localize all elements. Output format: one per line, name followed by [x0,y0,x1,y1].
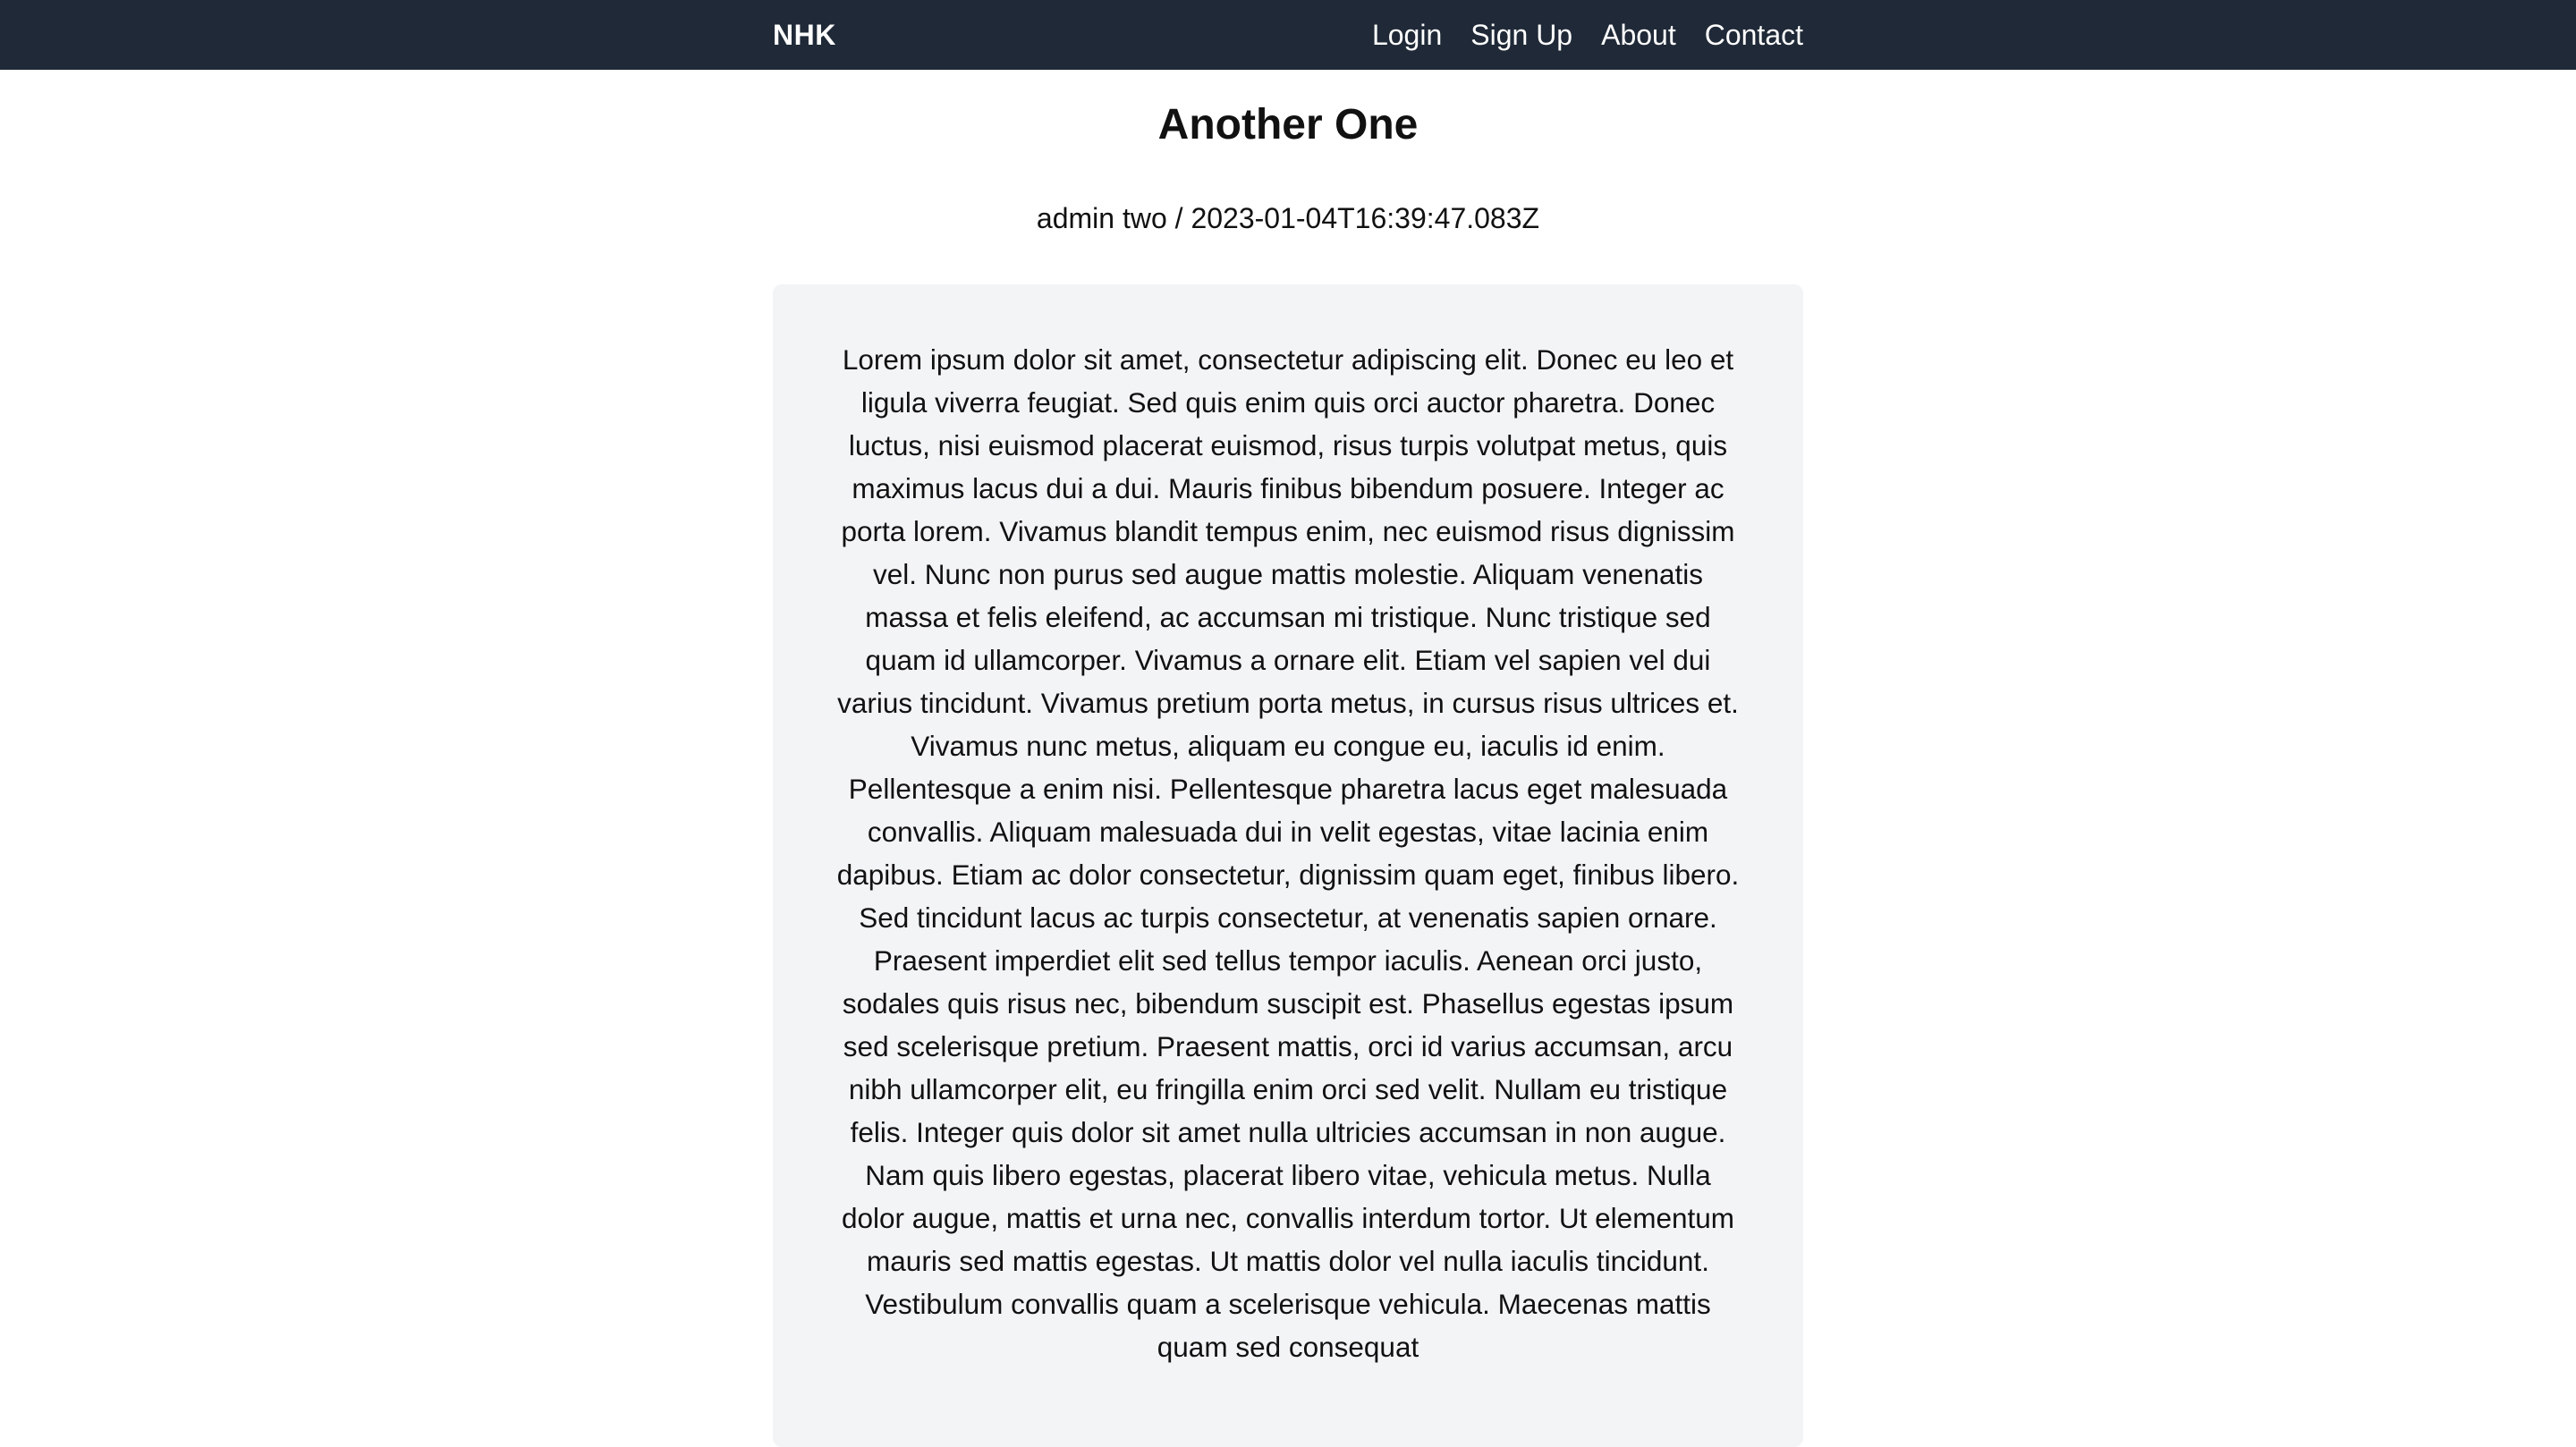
nav-link-login[interactable]: Login [1371,18,1443,51]
nav-link-contact[interactable]: Contact [1704,18,1803,51]
post-title: Another One [1157,101,1419,148]
post-body-text: Lorem ipsum dolor sit amet, consectetur adipiscing elit. Donec eu leo et ligula viverra feugiat. Sed quis enim quis orci auctor pharetra. Donec luctus, nisi euismod placerat euismod, risus turpis volutpat metus, quis maximus lacus dui a dui. Mauris finibus bibendum posuere. Integer ac porta lorem. Vivamus blandit tempus enim, nec euismod risus dignissim vel. Nunc non purus sed augue mattis molestie. Aliquam venenatis massa et felis eleifend, ac accumsan mi tristique. Nunc tristique sed quam id ullamcorper. Vivamus a ornare elit. Etiam vel sapien vel dui varius tincidunt. Vivamus pretium porta metus, in cursus risus ultrices et. Vivamus nunc metus, aliquam eu congue eu, iaculis id enim. Pellentesque a enim nisi. Pellentesque pharetra lacus eget malesuada convallis. Aliquam malesuada dui in velit egestas, vitae lacinia enim dapibus. Etiam ac dolor consectetur, dignissim quam eget, finibus libero. Sed tincidunt lacus ac turpis consectetur, at venenatis sapien ornare. Praesent imperdiet elit sed tellus tempor iaculis. Aenean orci justo, sodales quis risus nec, bibendum suscipit est. Phasellus egestas ipsum sed scelerisque pretium. Praesent mattis, orci id varius accumsan, arcu nibh ullamcorper elit, eu fringilla enim orci sed velit. Nullam eu tristique felis. Integer quis dolor sit amet nulla ultricies accumsan in non augue. Nam quis libero egestas, placerat libero vitae, vehicula metus. Nulla dolor augue, mattis et urna nec, convallis interdum tortor. Ut elementum mauris sed mattis egestas. Ut mattis dolor vel nulla iaculis tincidunt. Vestibulum convallis quam a scelerisque vehicula. Maecenas mattis quam sed consequat [836,343,1740,1363]
nav-links [1372,19,1803,52]
nav-link-sign-up[interactable]: Sign Up [1470,18,1573,51]
post-meta: admin two / 2023-01-04T16:39:47.083Z [1036,202,1540,234]
post-body-card [773,284,1803,1447]
nav-link-about[interactable]: About [1601,18,1676,51]
navbar [0,0,2576,70]
brand-logo-link[interactable]: NHK [773,18,836,51]
navbar-inner [773,0,1803,70]
